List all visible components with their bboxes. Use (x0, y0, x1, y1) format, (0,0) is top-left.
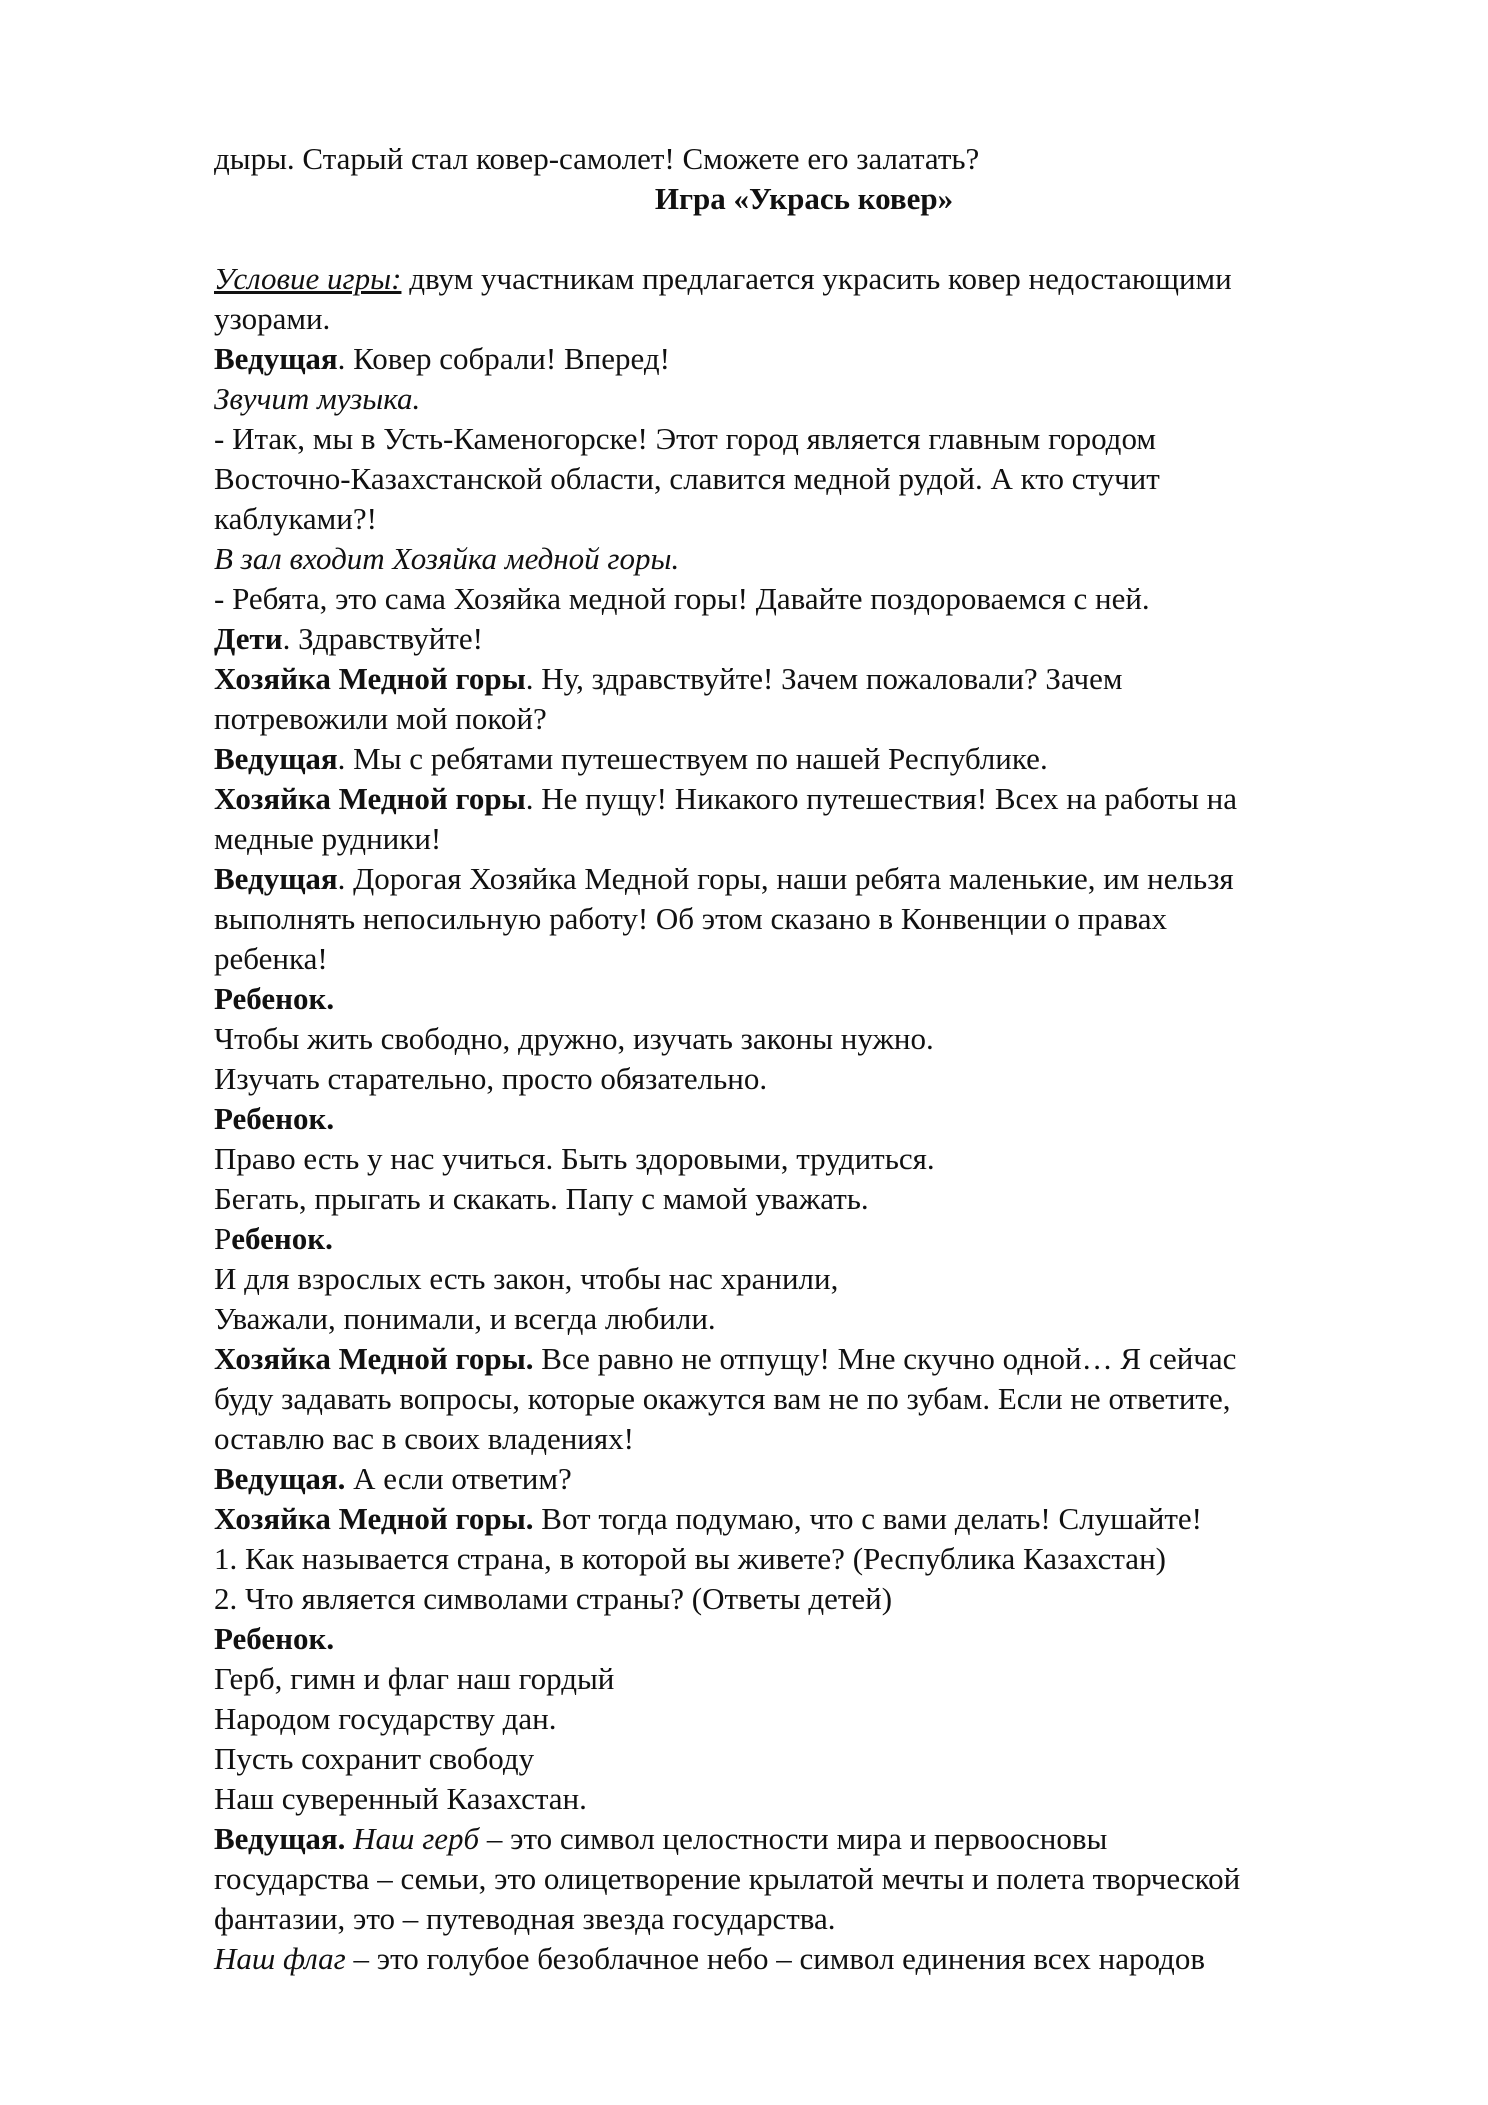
speech-continuation: оставлю вас в своих владениях! (214, 1421, 634, 1456)
speaker-name: Хозяйка Медной горы. (214, 1341, 534, 1376)
poem-line: Изучать старательно, просто обязательно. (214, 1061, 768, 1096)
narration-line: - Итак, мы в Усть-Каменогорске! Этот город является главным городом (214, 421, 1156, 456)
speaker-name: Ведущая (214, 741, 338, 776)
document-body (214, 139, 1394, 1979)
speaker-name: Ведущая. (214, 1461, 346, 1496)
speech-text: Все равно не отпущу! Мне скучно одной… Я сейчас (533, 1341, 1237, 1376)
game-condition-line-2: узорами. (214, 301, 331, 336)
speaker-initial: Р (214, 1221, 232, 1256)
speech-continuation: государства – семьи, это олицетворение крылатой мечты и полета творческой (214, 1861, 1241, 1896)
game-condition-line (214, 259, 1394, 299)
poem-line: Народом государству дан. (214, 1701, 557, 1736)
dialogue-line (214, 1459, 1394, 1499)
poem-line: И для взрослых есть закон, чтобы нас хранили, (214, 1261, 839, 1296)
speech-text: . Здравствуйте! (282, 621, 483, 656)
poem-line: Наш суверенный Казахстан. (214, 1781, 587, 1816)
speech-text: Вот тогда подумаю, что с вами делать! Слушайте! (533, 1501, 1202, 1536)
stage-direction: Звучит музыка. (214, 381, 421, 416)
speaker-name: Ребенок. (214, 1101, 335, 1136)
narration-line: каблуками?! (214, 501, 377, 536)
speech-text: . Ковер собрали! Вперед! (337, 341, 670, 376)
narration-line: - Ребята, это сама Хозяйка медной горы! Давайте поздороваемся с ней. (214, 581, 1150, 616)
dialogue-line (214, 1499, 1394, 1539)
poem-line: Чтобы жить свободно, дружно, изучать законы нужно. (214, 1021, 934, 1056)
speaker-name: Ведущая. (214, 1821, 346, 1856)
blank-line (214, 219, 1394, 259)
speaker-name: Ребенок. (214, 981, 335, 1016)
poem-line: Уважали, понимали, и всегда любили. (214, 1301, 716, 1336)
speech-text: – это голубое безоблачное небо – символ единения всех народов (345, 1941, 1205, 1976)
dialogue-line (214, 859, 1394, 899)
speech-text: . Дорогая Хозяйка Медной горы, наши ребята маленькие, им нельзя (337, 861, 1234, 896)
game-condition-text: двум участникам предлагается украсить ковер недостающими (401, 261, 1232, 296)
dialogue-line (214, 739, 1394, 779)
dialogue-line (214, 659, 1394, 699)
speaker-name: Хозяйка Медной горы (214, 661, 526, 696)
dialogue-line (214, 1339, 1394, 1379)
speech-continuation: выполнять непосильную работу! Об этом сказано в Конвенции о правах (214, 901, 1168, 936)
poem-line: Право есть у нас учиться. Быть здоровыми, трудиться. (214, 1141, 935, 1176)
speech-continuation: потревожили мой покой? (214, 701, 547, 736)
speech-text: . Мы с ребятами путешествуем по нашей Республике. (337, 741, 1048, 776)
game-title: Игра «Укрась ковер» (654, 181, 954, 216)
continuation-line: дыры. Старый стал ковер-самолет! Сможете его залатать? (214, 141, 980, 176)
question-item: 1. Как называется страна, в которой вы живете? (Республика Казахстан) (214, 1541, 1166, 1576)
speaker-name (214, 1219, 1394, 1259)
speech-text: А если ответим? (345, 1461, 572, 1496)
poem-line: Бегать, прыгать и скакать. Папу с мамой уважать. (214, 1181, 869, 1216)
poem-line: Герб, гимн и флаг наш гордый (214, 1661, 615, 1696)
speaker-rest: ебенок. (231, 1221, 333, 1256)
speech-continuation: ребенка! (214, 941, 328, 976)
speech-continuation: буду задавать вопросы, которые окажутся вам не по зубам. Если не ответите, (214, 1381, 1231, 1416)
question-item: 2. Что является символами страны? (Ответы детей) (214, 1581, 893, 1616)
speaker-name: Хозяйка Медной горы (214, 781, 526, 816)
speaker-name: Ведущая (214, 861, 338, 896)
speaker-name: Ребенок. (214, 1621, 335, 1656)
stage-direction: В зал входит Хозяйка медной горы. (214, 541, 680, 576)
speech-text: – это символ целостности мира и первоосновы (479, 1821, 1108, 1856)
speech-text: . Не пущу! Никакого путешествия! Всех на работы на (525, 781, 1237, 816)
dialogue-line (214, 619, 1394, 659)
dialogue-line (214, 779, 1394, 819)
speaker-name: Дети (214, 621, 283, 656)
speech-continuation: медные рудники! (214, 821, 442, 856)
dialogue-line (214, 339, 1394, 379)
poem-line: Пусть сохранит свободу (214, 1741, 535, 1776)
dialogue-line (214, 1819, 1394, 1859)
narration-line: Восточно-Казахстанской области, славится медной рудой. А кто стучит (214, 461, 1160, 496)
emphasized-term: Наш флаг (214, 1941, 346, 1976)
speaker-name: Хозяйка Медной горы. (214, 1501, 534, 1536)
speaker-name: Ведущая (214, 341, 338, 376)
emphasized-term: Наш герб (353, 1821, 480, 1856)
game-condition-label: Условие игры: (214, 261, 402, 296)
speech-text: . Ну, здравствуйте! Зачем пожаловали? Зачем (525, 661, 1123, 696)
speech-continuation: фантазии, это – путеводная звезда государства. (214, 1901, 836, 1936)
narration-line (214, 1939, 1394, 1979)
